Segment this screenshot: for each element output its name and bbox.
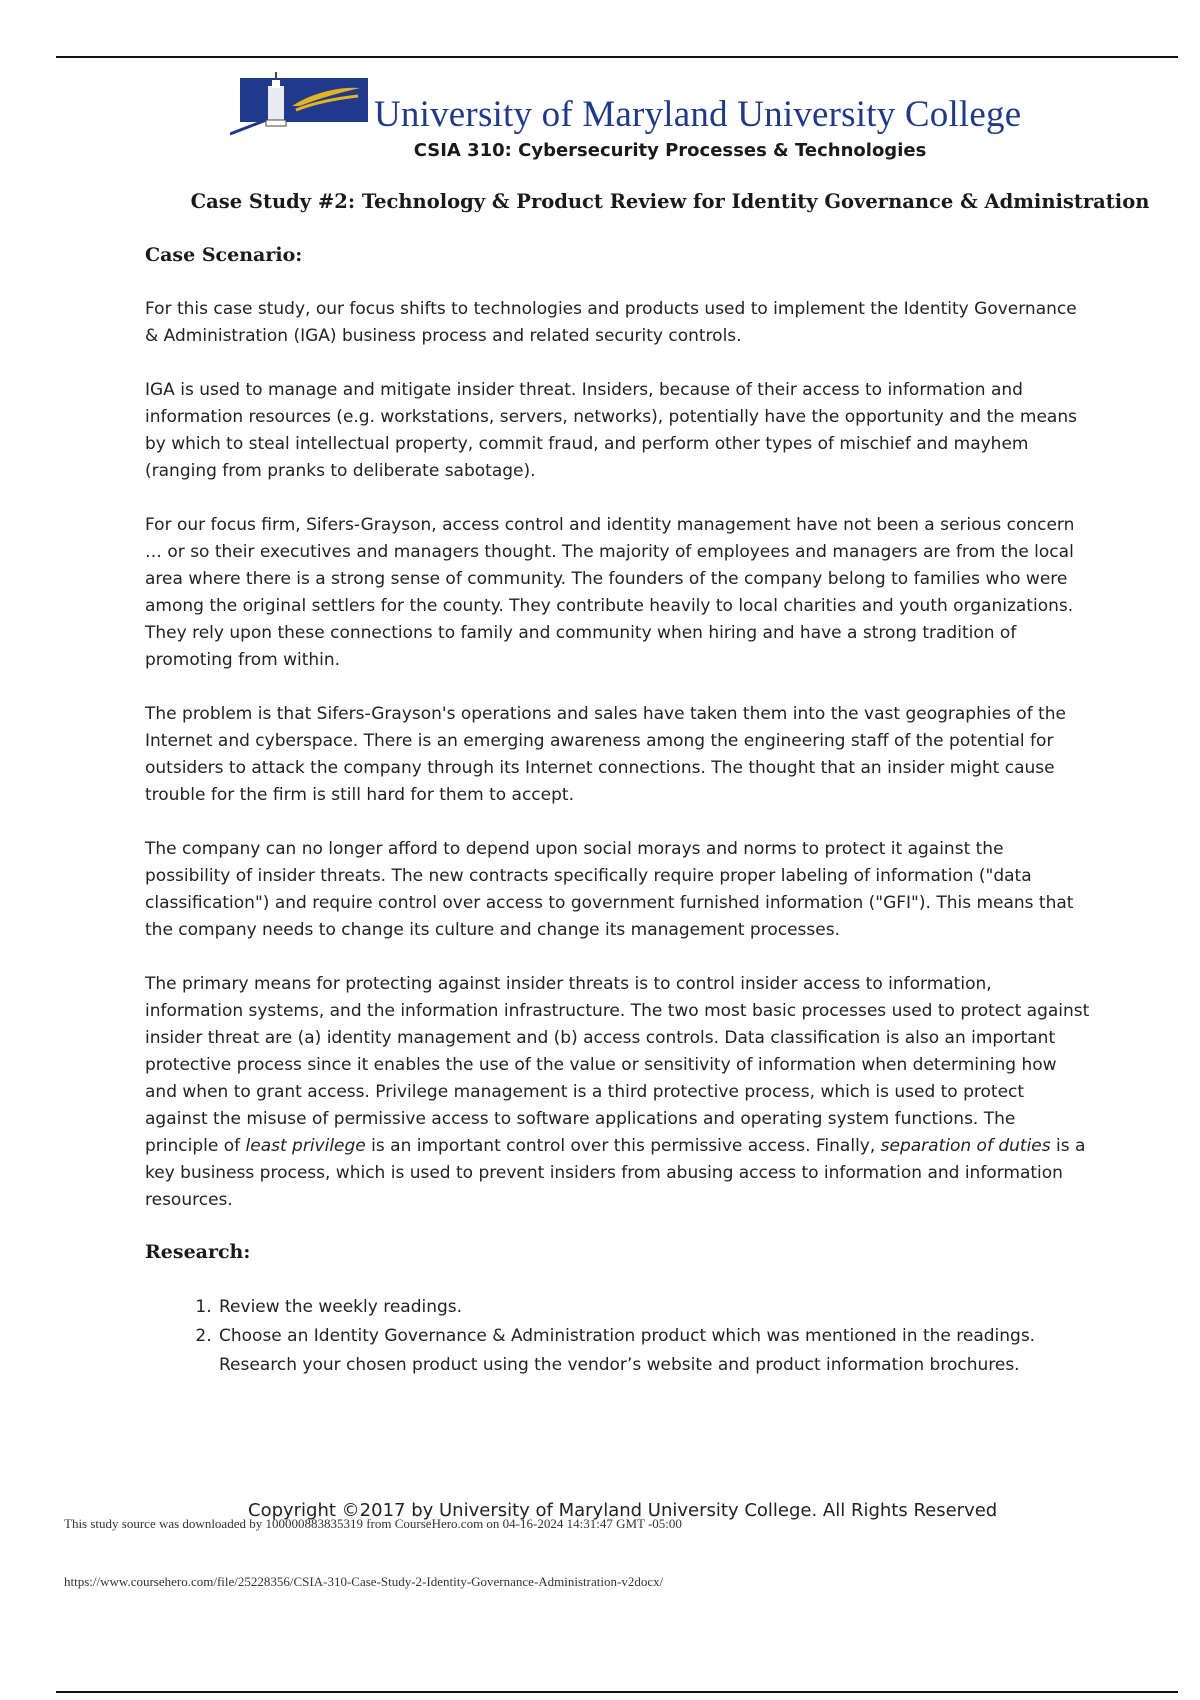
course-title: CSIA 310: Cybersecurity Processes & Technologies: [413, 140, 927, 161]
list-item: 1. Review the weekly readings.: [217, 1293, 1090, 1322]
paragraph: For this case study, our focus shifts to technologies and products used to implement the Identity Governance & Administration (IGA) business process and related security controls.: [145, 299, 1077, 346]
research-list: [145, 1293, 1090, 1380]
bottom-rule: [56, 1691, 1178, 1693]
paragraph: The primary means for protecting against insider threats is to control insider access to information, information systems, and the information infrastructure. The two most basic processes used to protect against insider threat are (a) identity management and (b) access controls. Data classification is also an important protective process since it enables the use of the value or sensitivity of information when determining how and when to grant access. Privilege management is a third protective process, which is used to protect against the misuse of permissive access to software applications and operating system functions. The principle of least privilege is an important control over this permissive access. Finally, separation of duties is a key business process, which is used to prevent insiders from abusing access to information and information resources.: [145, 974, 1090, 1210]
research-heading: Research:: [145, 1241, 251, 1263]
university-crest-icon: [230, 72, 370, 138]
list-item: 2. Choose an Identity Governance & Administration product which was mentioned in the readings. Research your chosen product using the vendor’s website and product information brochures.: [217, 1322, 1090, 1380]
document-title: Case Study #2: Technology & Product Review for Identity Governance & Administration: [190, 190, 1150, 213]
university-name: University of Maryland University College: [374, 93, 1022, 135]
top-rule: [56, 56, 1178, 58]
separation-of-duties-term: separation of duties: [880, 1136, 1051, 1156]
scenario-heading: Case Scenario:: [145, 244, 303, 266]
paragraph: The company can no longer afford to depend upon social morays and norms to protect it against the possibility of insider threats. The new contracts specifically require proper labeling of information ("data classification") and require control over access to government furnished information ("GFI"). This means that the company needs to change its culture and change its management processes.: [145, 839, 1074, 940]
university-logo: [230, 72, 1021, 138]
download-source-note: This study source was downloaded by 100000883835319 from CourseHero.com on 04-16-2024 14:31:47 GMT -05:00: [64, 1516, 682, 1531]
paragraph: IGA is used to manage and mitigate insider threat. Insiders, because of their access to information and information resources (e.g. workstations, servers, networks), potentially have the opportunity and the means by which to steal intellectual property, commit fraud, and perform other types of mischief and mayhem (ranging from pranks to deliberate sabotage).: [145, 380, 1077, 481]
source-url[interactable]: https://www.coursehero.com/file/25228356/CSIA-310-Case-Study-2-Identity-Governance-Administration-v2docx/: [64, 1574, 664, 1589]
copyright-notice: Copyright ©2017 by University of Maryland University College. All Rights Reserved: [248, 1500, 998, 1521]
paragraph: For our focus firm, Sifers-Grayson, access control and identity management have not been a serious concern … or so their executives and managers thought. The majority of employees and managers are from the local area where there is a strong sense of community. The founders of the company belong to families who were among the original settlers for the county. They contribute heavily to local charities and youth organizations. They rely upon these connections to family and community when hiring and have a strong tradition of promoting from within.: [145, 515, 1075, 670]
document-body: [145, 244, 1090, 1380]
least-privilege-term: least privilege: [245, 1136, 366, 1156]
paragraph: The problem is that Sifers-Grayson's operations and sales have taken them into the vast geographies of the Internet and cyberspace. There is an emerging awareness among the engineering staff of the potential for outsiders to attack the company through its Internet connections. The thought that an insider might cause trouble for the firm is still hard for them to accept.: [145, 704, 1066, 805]
